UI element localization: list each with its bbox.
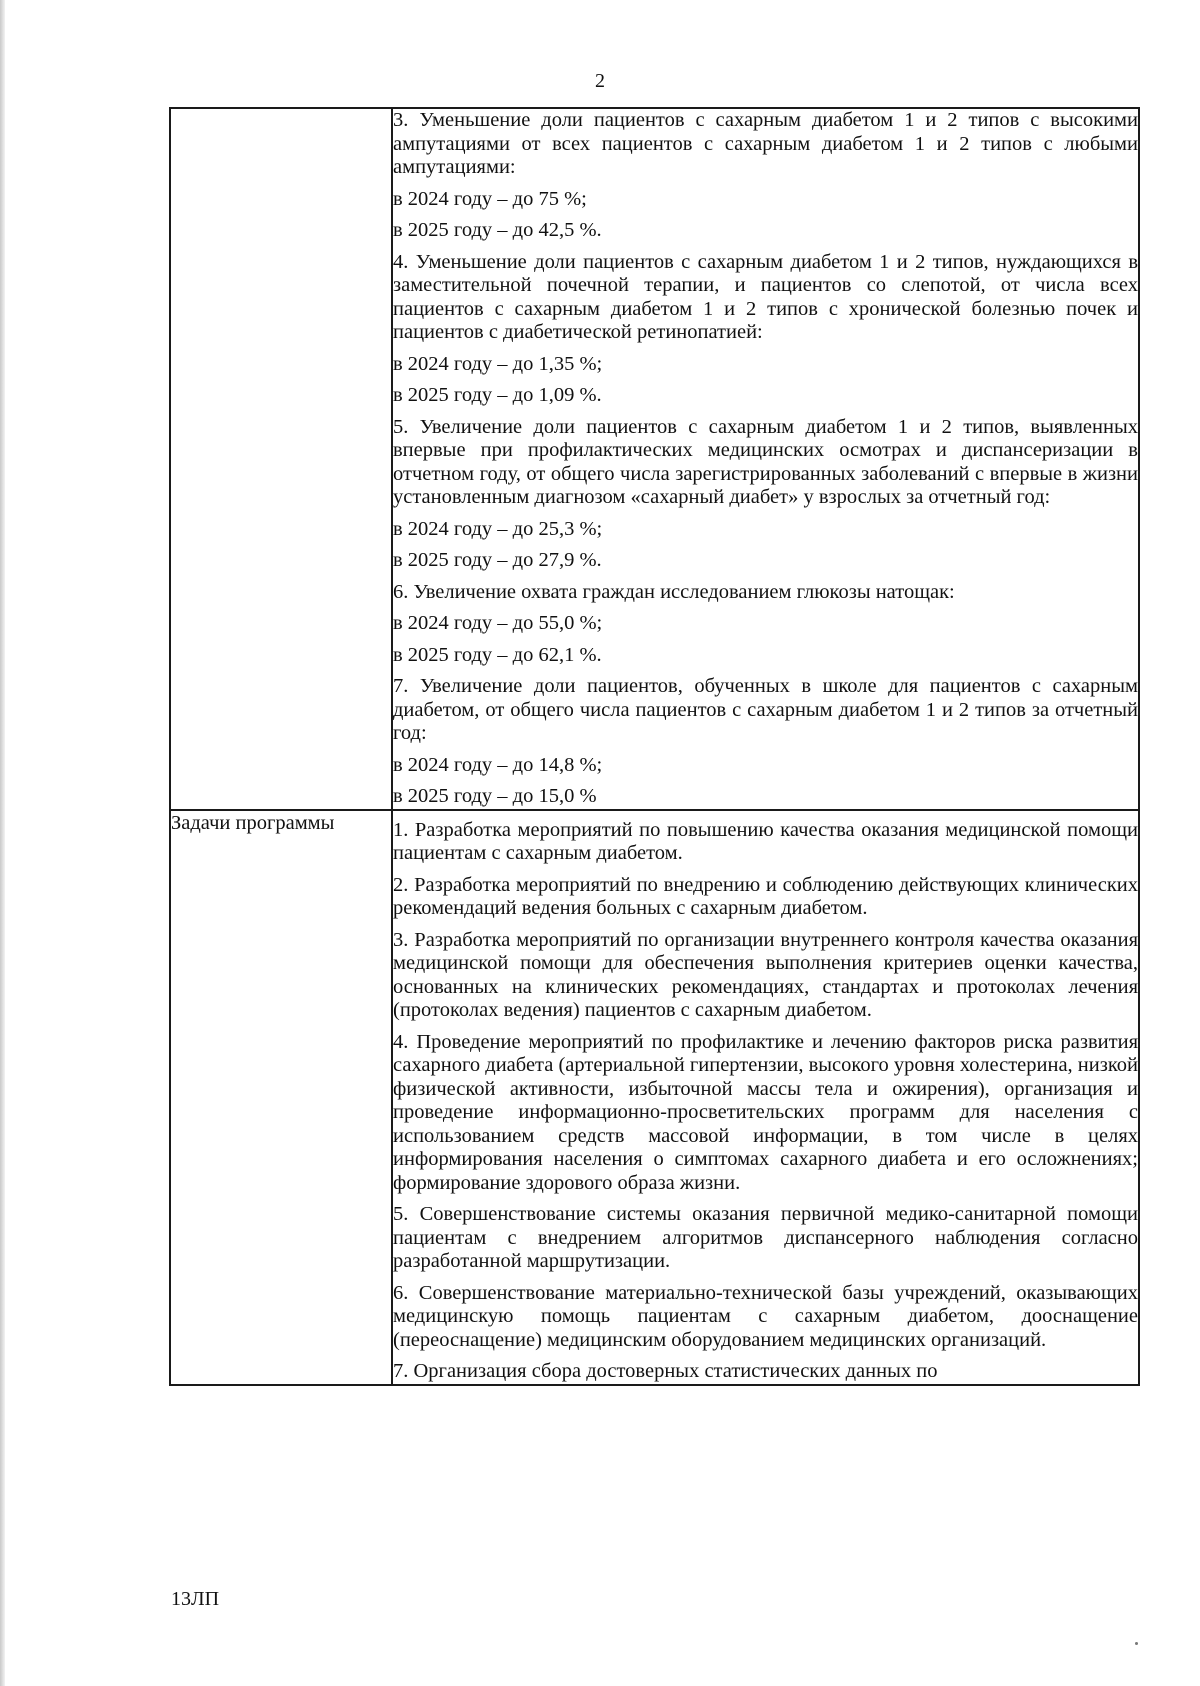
indicator-7-2025: в 2025 году – до 15,0 % — [393, 785, 597, 807]
indicator-5-text: 5. Увеличение доли пациентов с сахарным диабетом 1 и 2 типов, выявленных впервые при профилактических медицинских осмотрах и диспансеризации в отчетном году, от общего числа зарегистрированных заболеваний с впервые в жизни установленным диагнозом «сахарный диабет» у взрослых за отчетный год: — [393, 415, 1138, 508]
program-passport-table — [169, 107, 1140, 1386]
indicator-4-2025: в 2025 году – до 1,09 %. — [393, 384, 602, 406]
indicator-4-2024: в 2024 году – до 1,35 %; — [393, 352, 603, 375]
row-label-tasks: Задачи программы — [170, 810, 392, 1385]
task-4: 4. Проведение мероприятий по профилактике и лечению факторов риска развития сахарного диабета (артериальной гипертензии, высокого уровня холестерина, низкой физической активности, избыточной массы тела и ожирения), организация и проведение информационно-просветительских программ для населения с использованием средств массовой информации, в том числе в целях информирования населения о симптомах сахарного диабета и его осложнениях; формирование здорового образа жизни. — [393, 1030, 1138, 1194]
indicator-5-2025: в 2025 году – до 27,9 %. — [393, 549, 602, 571]
indicators-cell — [392, 108, 1139, 810]
indicator-5-2024: в 2024 году – до 25,3 %; — [393, 517, 603, 540]
task-3: 3. Разработка мероприятий по организации внутреннего контроля качества оказания медицинской помощи для обеспечения выполнения критериев оценки качества, основанных на клинических рекомендациях, стандартах и протоколах лечения (протоколах ведения) пациентов с сахарным диабетом. — [393, 928, 1138, 1021]
task-6: 6. Совершенствование материально-технической базы учреждений, оказывающих медицинскую помощь пациентам с сахарным диабетом, дооснащение (переоснащение) медицинским оборудованием медицинских организаций. — [393, 1281, 1138, 1351]
task-5: 5. Совершенствование системы оказания первичной медико-санитарной помощи пациентам с внедрением алгоритмов диспансерного наблюдения согласно разработанной маршрутизации. — [393, 1203, 1138, 1272]
indicator-6-2025: в 2025 году – до 62,1 %. — [393, 643, 602, 666]
task-1: 1. Разработка мероприятий по повышению качества оказания медицинской помощи пациентам с сахарным диабетом. — [393, 818, 1138, 864]
indicator-3-text: 3. Уменьшение доли пациентов с сахарным диабетом 1 и 2 типов с высокими ампутациями от всех пациентов с сахарным диабетом 1 и 2 типов с любыми ампутациями: — [393, 109, 1138, 178]
indicator-6-2024: в 2024 году – до 55,0 %; — [393, 612, 603, 634]
indicator-4-text: 4. Уменьшение доли пациентов с сахарным диабетом 1 и 2 типов, нуждающихся в заместительной почечной терапии, и пациентов со слепотой, от числа всех пациентов с сахарным диабетом 1 и 2 типов с хронической болезнью почек и пациентов с диабетической ретинопатией: — [393, 250, 1138, 343]
indicator-3-2025: в 2025 году – до 42,5 %. — [393, 219, 602, 241]
indicator-6-text: 6. Увеличение охвата граждан исследованием глюкозы натощак: — [393, 580, 955, 603]
task-7: 7. Организация сбора достоверных статистических данных по — [393, 1360, 938, 1382]
footer-document-code: 13ЛП — [171, 1588, 220, 1610]
indicator-7-2024: в 2024 году – до 14,8 %; — [393, 753, 603, 776]
scan-edge — [0, 0, 5, 1686]
task-2: 2. Разработка мероприятий по внедрению и соблюдению действующих клинических рекомендаций ведения больных с сахарным диабетом. — [393, 873, 1138, 919]
table-row-indicators — [170, 108, 1139, 810]
row-label-indicators — [170, 108, 392, 810]
indicator-7-text: 7. Увеличение доли пациентов, обученных в школе для пациентов с сахарным диабетом, от общего числа пациентов с сахарным диабетом 1 и 2 типов за отчетный год: — [393, 675, 1138, 744]
scan-speck — [1135, 1642, 1138, 1645]
indicator-3-2024: в 2024 году – до 75 %; — [393, 187, 587, 210]
tasks-cell — [392, 810, 1139, 1385]
page-number: 2 — [595, 70, 605, 92]
table-row-tasks — [170, 810, 1139, 1385]
